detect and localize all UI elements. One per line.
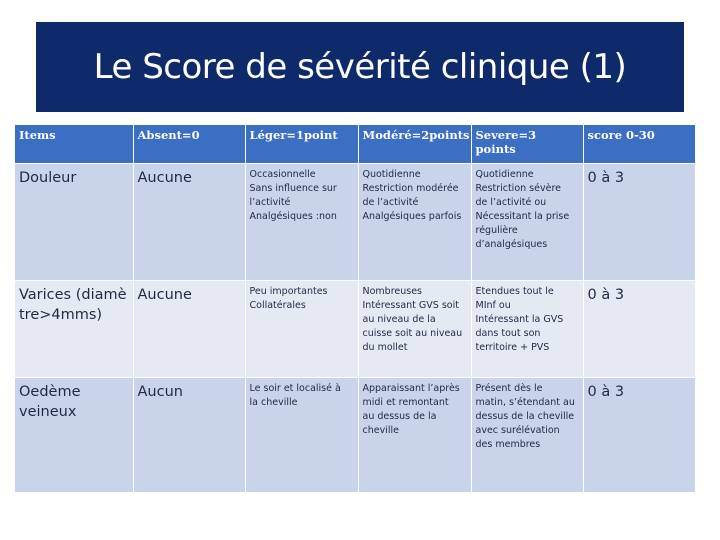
cell-item: Oedème veineux xyxy=(15,378,133,493)
table-row xyxy=(15,281,695,378)
header-absent: Absent=0 xyxy=(133,125,245,164)
table-row xyxy=(15,378,695,493)
cell-absent: Aucun xyxy=(133,378,245,493)
header-leger: Léger=1point xyxy=(245,125,358,164)
cell-severe: Quotidienne Restriction sévère de l’activité ou Nécessitant la prise régulière d’analgésiques xyxy=(471,164,583,281)
table-row xyxy=(15,164,695,281)
cell-leger: Peu importantes Collatérales xyxy=(245,281,358,378)
cell-item: Douleur xyxy=(15,164,133,281)
severity-score-table xyxy=(15,125,696,492)
cell-leger: Occasionnelle Sans influence sur l’activité Analgésiques :non xyxy=(245,164,358,281)
header-severe: Severe=3 points xyxy=(471,125,583,164)
cell-severe: Présent dès le matin, s’étendant au dessus de la cheville avec surélévation des membres xyxy=(471,378,583,493)
cell-score: 0 à 3 xyxy=(583,164,695,281)
title-banner xyxy=(36,22,684,112)
cell-score: 0 à 3 xyxy=(583,281,695,378)
cell-modere: Nombreuses Intéressant GVS soit au niveau de la cuisse soit au niveau du mollet xyxy=(358,281,471,378)
cell-score: 0 à 3 xyxy=(583,378,695,493)
slide-title: Le Score de sévérité clinique (1) xyxy=(93,47,627,87)
cell-leger: Le soir et localisé à la cheville xyxy=(245,378,358,493)
cell-absent: Aucune xyxy=(133,281,245,378)
header-items: Items xyxy=(15,125,133,164)
header-score: score 0-30 xyxy=(583,125,695,164)
cell-severe: Etendues tout le MInf ou Intéressant la GVS dans tout son territoire + PVS xyxy=(471,281,583,378)
cell-item: Varices (diamètre>4mms) xyxy=(15,281,133,378)
cell-absent: Aucune xyxy=(133,164,245,281)
table-header-row xyxy=(15,125,695,164)
header-modere: Modéré=2points xyxy=(358,125,471,164)
cell-modere: Apparaissant l’après midi et remontant au dessus de la cheville xyxy=(358,378,471,493)
cell-modere: Quotidienne Restriction modérée de l’activité Analgésiques parfois xyxy=(358,164,471,281)
